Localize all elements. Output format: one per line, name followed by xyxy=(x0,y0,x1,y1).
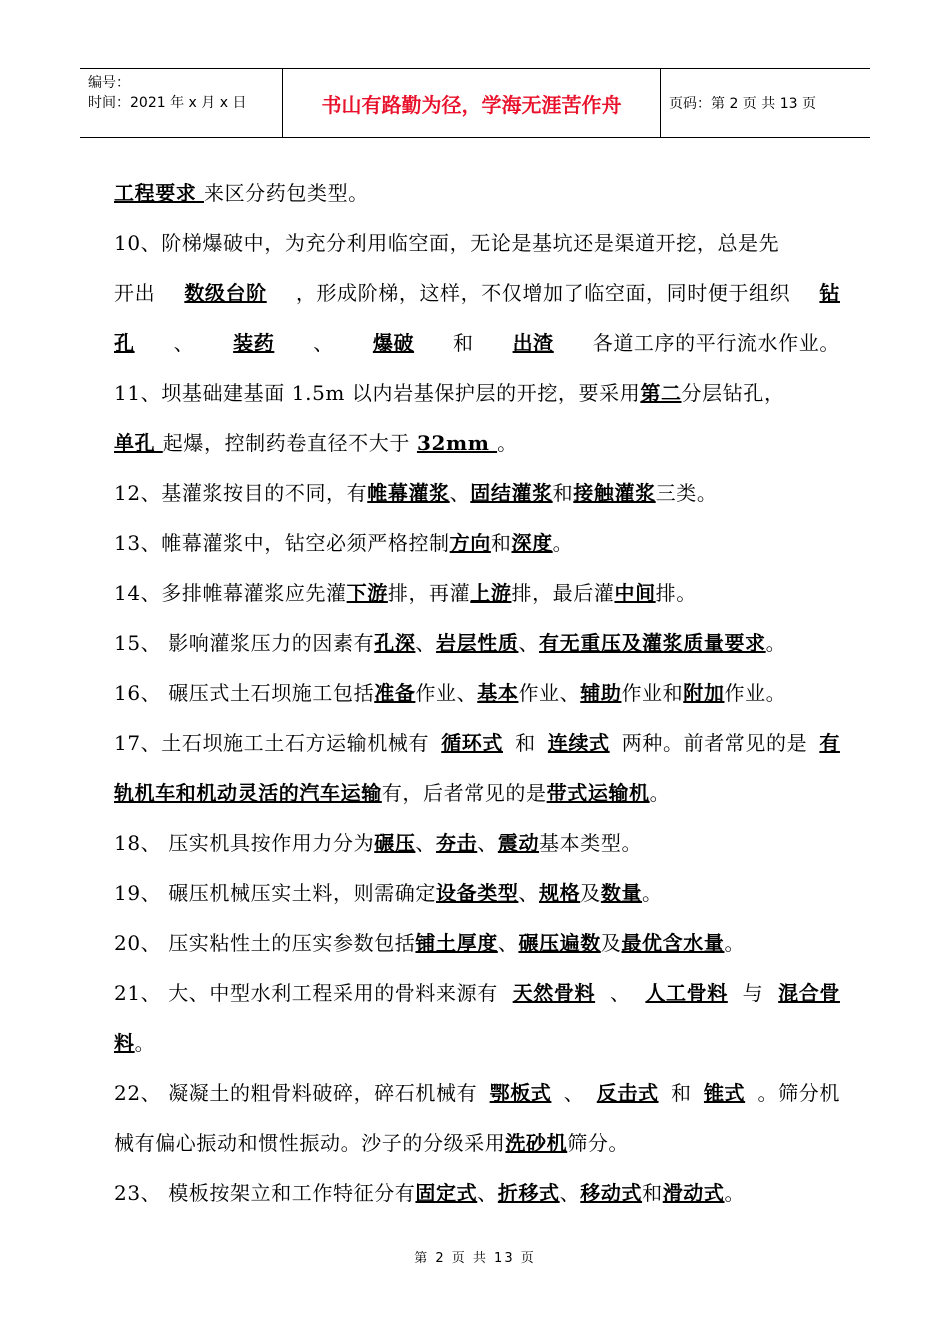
answer-blank: 附加 xyxy=(683,681,725,705)
answer-blank: 反击式 xyxy=(596,1081,659,1105)
answer-blank: 装药 xyxy=(233,331,275,355)
answer-blank: 深度 xyxy=(511,531,553,555)
answer-blank: 碾压 xyxy=(374,831,416,855)
text-segment: 起爆，控制药卷直径不大于 xyxy=(162,431,417,455)
answer-blank: 循环式 xyxy=(441,731,503,755)
text-line xyxy=(114,818,840,868)
text-segment: 作业和 xyxy=(621,681,684,705)
text-segment: 、 xyxy=(415,631,437,655)
text-segment: 23、 模板按架立和工作特征分有 xyxy=(114,1181,416,1205)
text-segment: 12、基灌浆按目的不同，有 xyxy=(114,481,368,505)
answer-blank: 数级台阶 xyxy=(184,281,267,305)
answer-blank: 接触灌浆 xyxy=(573,481,656,505)
text-segment: 开出 xyxy=(114,281,156,305)
text-line xyxy=(114,968,840,1018)
text-line xyxy=(114,368,840,418)
text-segment: 19、 碾压机械压实土料，则需确定 xyxy=(114,881,437,905)
text-segment: 11、坝基础建基面 1.5m 以内岩基保护层的开挖，要采用 xyxy=(114,381,641,405)
text-segment: 13、帷幕灌浆中，钻空必须严格控制 xyxy=(114,531,450,555)
answer-blank: 准备 xyxy=(374,681,416,705)
text-segment: 筛分。 xyxy=(567,1131,630,1155)
answer-blank: 钻 xyxy=(819,281,840,305)
text-segment: 。 xyxy=(552,531,574,555)
answer-blank: 洗砂机 xyxy=(505,1131,568,1155)
text-segment: 、 xyxy=(477,1181,498,1205)
answer-blank: 折移式 xyxy=(497,1181,560,1205)
text-segment: 和 xyxy=(552,481,574,505)
text-line xyxy=(114,318,840,368)
text-segment: 作业、 xyxy=(415,681,478,705)
text-line xyxy=(114,468,840,518)
answer-blank: 孔 xyxy=(114,331,135,355)
answer-blank: 第二 xyxy=(640,381,682,405)
text-segment: 各道工序的平行流水作业。 xyxy=(592,331,840,355)
text-line xyxy=(114,918,840,968)
text-segment: 和 xyxy=(490,531,512,555)
text-segment: 来区分药包类型。 xyxy=(203,181,369,205)
text-segment: 。 xyxy=(724,1181,746,1205)
text-segment: 三类。 xyxy=(655,481,718,505)
answer-blank: 有无重压及灌浆质量要求 xyxy=(539,631,766,655)
text-line xyxy=(114,518,840,568)
text-segment: 。 xyxy=(134,1031,156,1055)
answer-blank: 上游 xyxy=(470,581,512,605)
text-segment: 和 xyxy=(642,1181,663,1205)
text-line xyxy=(114,418,840,468)
answer-blank: 下游 xyxy=(346,581,388,605)
answer-blank: 辅助 xyxy=(580,681,622,705)
text-segment: 。 xyxy=(724,931,746,955)
document-body xyxy=(114,168,840,1218)
text-line xyxy=(114,568,840,618)
text-segment: 、 xyxy=(173,331,195,355)
answer-blank: 有 xyxy=(819,731,840,755)
text-segment: 15、 影响灌浆压力的因素有 xyxy=(114,631,375,655)
text-line xyxy=(114,768,840,818)
text-segment: 22、 凝凝土的粗骨料破碎，碎石机械有 xyxy=(114,1081,478,1105)
text-segment: 有，后者常见的是 xyxy=(381,781,547,805)
text-segment: 。筛分机 xyxy=(757,1081,840,1105)
text-segment: 及 xyxy=(580,881,601,905)
answer-blank: 轨机车和机动灵活的汽车运输 xyxy=(114,781,382,805)
text-segment: 、 xyxy=(559,1181,581,1205)
text-segment: 14、多排帷幕灌浆应先灌 xyxy=(114,581,347,605)
text-segment: 和 xyxy=(670,1081,692,1105)
text-segment: 。 xyxy=(649,781,671,805)
answer-blank: 孔深 xyxy=(374,631,416,655)
answer-blank: 规格 xyxy=(539,881,581,905)
text-line xyxy=(114,618,840,668)
page-header xyxy=(80,68,870,138)
text-line xyxy=(114,868,840,918)
text-line xyxy=(114,218,840,268)
page-footer: 第 2 页 共 13 页 xyxy=(414,1251,536,1266)
text-segment: 作业、 xyxy=(518,681,581,705)
answer-blank: 混合骨 xyxy=(778,981,840,1005)
text-segment: 、 xyxy=(518,881,540,905)
answer-blank: 单孔 xyxy=(114,431,163,455)
text-line xyxy=(114,1118,840,1168)
text-line xyxy=(114,1018,840,1068)
answer-blank: 鄂板式 xyxy=(489,1081,552,1105)
answer-blank: 帷幕灌浆 xyxy=(367,481,450,505)
answer-blank: 夯击 xyxy=(436,831,478,855)
text-segment: 排，再灌 xyxy=(387,581,471,605)
text-segment: 、 xyxy=(497,931,519,955)
answer-blank: 设备类型 xyxy=(436,881,519,905)
text-segment: 排，最后灌 xyxy=(511,581,615,605)
answer-blank: 工程要求 xyxy=(114,181,204,205)
text-segment: 、 xyxy=(518,631,540,655)
text-line xyxy=(114,268,840,318)
text-line xyxy=(114,1168,840,1218)
text-segment: 基本类型。 xyxy=(539,831,643,855)
answer-blank: 最优含水量 xyxy=(621,931,725,955)
number-label: 编号： xyxy=(88,75,130,91)
header-meta xyxy=(80,69,283,137)
page-info: 页码：第 2 页 共 13 页 xyxy=(669,96,816,112)
answer-blank: 锥式 xyxy=(703,1081,746,1105)
answer-blank: 中间 xyxy=(614,581,656,605)
answer-blank: 移动式 xyxy=(580,1181,643,1205)
text-line xyxy=(114,1068,840,1118)
text-segment: 、 xyxy=(415,831,437,855)
text-segment: 和 xyxy=(515,731,536,755)
text-segment: 。 xyxy=(497,431,518,455)
text-segment: 。 xyxy=(642,881,663,905)
answer-blank: 基本 xyxy=(477,681,519,705)
answer-blank: 出渣 xyxy=(512,331,554,355)
answer-blank: 震动 xyxy=(497,831,540,855)
answer-blank: 铺土厚度 xyxy=(415,931,498,955)
text-segment: 、 xyxy=(477,831,498,855)
text-line xyxy=(114,718,840,768)
text-segment: 及 xyxy=(600,931,622,955)
text-line xyxy=(114,168,840,218)
text-segment: 两种。前者常见的是 xyxy=(621,731,808,755)
text-segment: 18、 压实机具按作用力分为 xyxy=(114,831,375,855)
answer-blank: 滑动式 xyxy=(662,1181,725,1205)
answer-blank: 固结灌浆 xyxy=(470,481,553,505)
text-segment: 作业。 xyxy=(724,681,787,705)
answer-blank: 连续式 xyxy=(547,731,610,755)
text-segment: 10、阶梯爆破中，为充分利用临空面，无论是基坑还是渠道开挖，总是先 xyxy=(114,231,780,255)
text-segment: 械有偏心振动和惯性振动。沙子的分级采用 xyxy=(114,1131,506,1155)
text-segment: 。 xyxy=(765,631,787,655)
text-segment: ，形成阶梯，这样，不仅增加了临空面，同时便于组织 xyxy=(295,281,791,305)
text-segment: 20、 压实粘性土的压实参数包括 xyxy=(114,931,416,955)
text-segment: 17、土石坝施工土石方运输机械有 xyxy=(114,731,430,755)
answer-blank: 方向 xyxy=(449,531,491,555)
time-label: 时间：2021 年 x 月 x 日 xyxy=(88,95,247,111)
answer-blank: 碾压遍数 xyxy=(518,931,601,955)
answer-blank: 岩层性质 xyxy=(436,631,519,655)
text-segment: 与 xyxy=(742,981,764,1005)
answer-blank: 带式运输机 xyxy=(546,781,650,805)
text-segment: 16、 碾压式土石坝施工包括 xyxy=(114,681,375,705)
answer-blank: 固定式 xyxy=(415,1181,478,1205)
text-segment: 排。 xyxy=(655,581,697,605)
text-segment: 、 xyxy=(313,331,334,355)
answer-blank: 32mm xyxy=(416,431,498,455)
text-segment: 、 xyxy=(449,481,471,505)
answer-blank: 人工骨料 xyxy=(645,981,728,1005)
text-segment: 分层钻孔， xyxy=(681,381,785,405)
answer-blank: 爆破 xyxy=(372,331,415,355)
answer-blank: 数量 xyxy=(600,881,643,905)
text-segment: 、 xyxy=(609,981,631,1005)
text-segment: 和 xyxy=(453,331,474,355)
answer-blank: 天然骨料 xyxy=(512,981,596,1005)
answer-blank: 料 xyxy=(114,1031,135,1055)
text-segment: 21、 大、中型水利工程采用的骨料来源有 xyxy=(114,981,498,1005)
text-segment: 、 xyxy=(563,1081,585,1105)
motto: 书山有路勤为径，学海无涯苦作舟 xyxy=(283,69,661,137)
text-line xyxy=(114,668,840,718)
